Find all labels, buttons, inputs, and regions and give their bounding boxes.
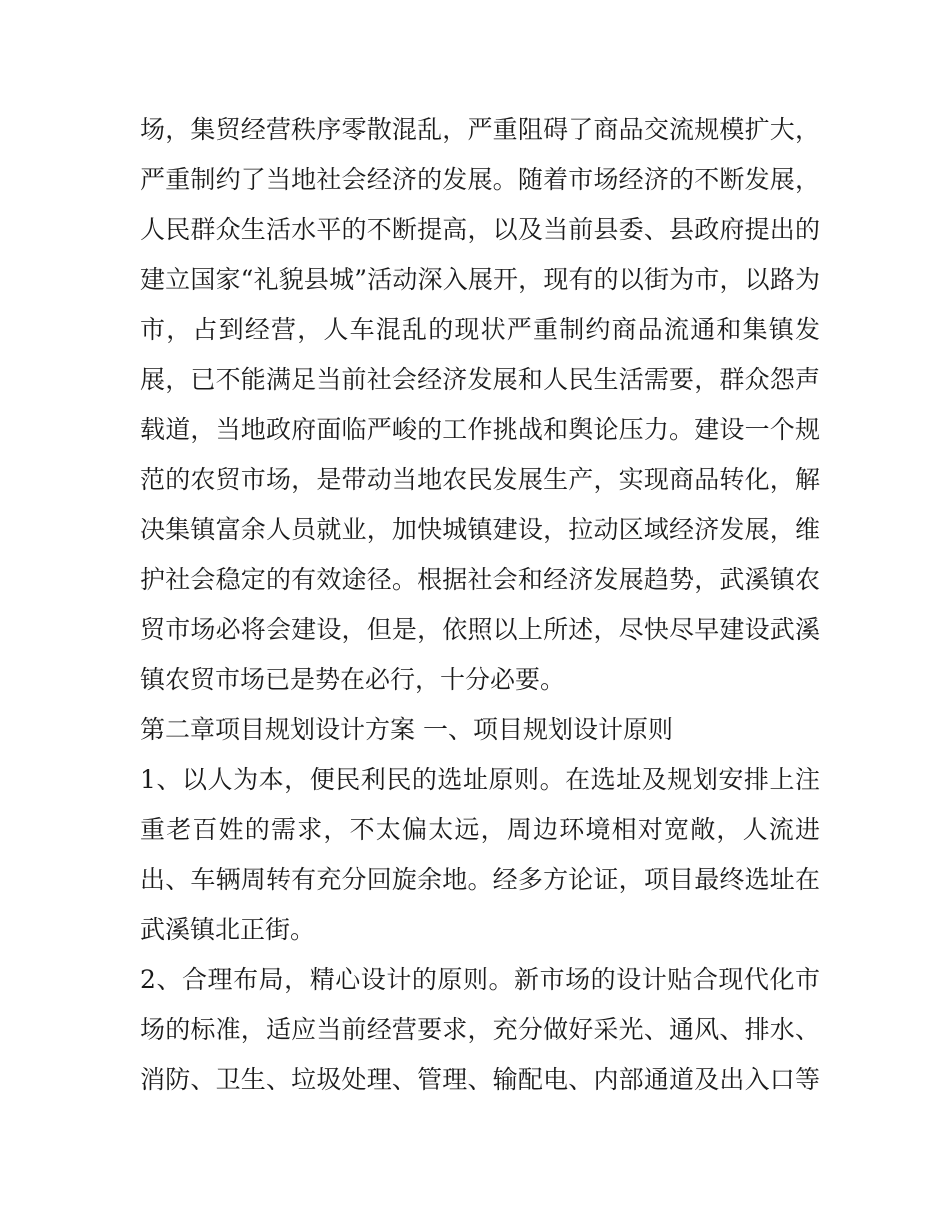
paragraph-end-line: 镇农贸市场已是势在必行，十分必要。 (140, 665, 566, 694)
text-line: 贸市场必将会建设，但是，依照以上所述，尽快尽早建设武溪 (140, 615, 820, 644)
text-line: 展，已不能满足当前社会经济发展和人民生活需要，群众怨声 (140, 365, 820, 394)
text-line: 护社会稳定的有效途径。根据社会和经济发展趋势，武溪镇农 (140, 565, 820, 594)
text-line: 决集镇富余人员就业，加快城镇建设，拉动区域经济发展，维 (140, 515, 820, 544)
text-line: 重老百姓的需求，不太偏太远，周边环境相对宽敞，人流进 (140, 815, 820, 844)
text-line: 1、以人为本，便民利民的选址原则。在选址及规划安排上注 (140, 765, 820, 794)
paragraph-end-line: 武溪镇北正街。 (140, 915, 316, 944)
text-line: 载道，当地政府面临严峻的工作挑战和舆论压力。建设一个规 (140, 415, 820, 444)
text-line: 严重制约了当地社会经济的发展。随着市场经济的不断发展， (140, 165, 820, 194)
text-line: 场的标准，适应当前经营要求，充分做好采光、通风、排水、 (140, 1015, 820, 1044)
chapter-heading: 第二章项目规划设计方案 一、项目规划设计原则 (140, 715, 673, 744)
text-line: 场，集贸经营秩序零散混乱，严重阻碍了商品交流规模扩大， (140, 115, 820, 144)
text-line: 2、合理布局，精心设计的原则。新市场的设计贴合现代化市 (140, 965, 820, 994)
document-body (140, 105, 820, 1105)
text-line: 建立国家“礼貌县城”活动深入展开，现有的以街为市，以路为 (140, 265, 820, 294)
text-line: 出、车辆周转有充分回旋余地。经多方论证，项目最终选址在 (140, 865, 820, 894)
text-line: 人民群众生活水平的不断提高，以及当前县委、县政府提出的 (140, 215, 820, 244)
text-line: 范的农贸市场，是带动当地农民发展生产，实现商品转化，解 (140, 465, 820, 494)
text-line: 消防、卫生、垃圾处理、管理、输配电、内部通道及出入口等 (140, 1065, 820, 1094)
text-line: 市，占到经营，人车混乱的现状严重制约商品流通和集镇发 (140, 315, 820, 344)
